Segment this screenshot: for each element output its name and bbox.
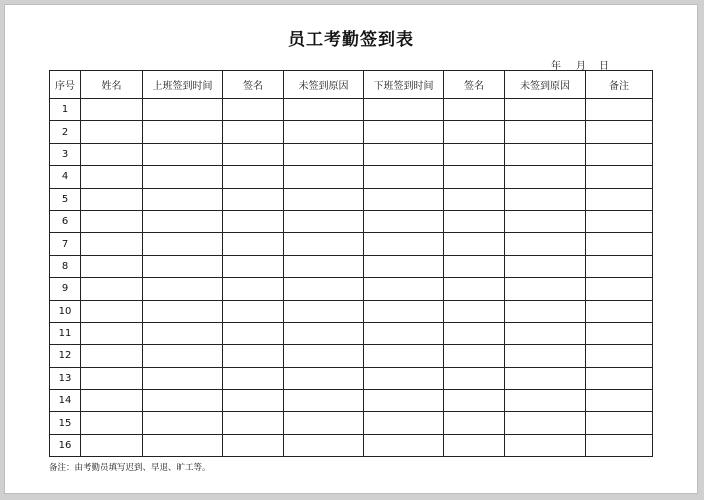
table-cell[interactable]	[143, 121, 223, 143]
table-cell[interactable]	[143, 166, 223, 188]
table-cell[interactable]	[81, 390, 143, 412]
table-cell[interactable]	[223, 188, 284, 210]
table-cell[interactable]	[284, 300, 364, 322]
table-cell[interactable]	[444, 434, 505, 456]
table-cell[interactable]	[81, 210, 143, 232]
table-cell[interactable]	[505, 143, 586, 165]
table-cell[interactable]	[444, 367, 505, 389]
table-cell[interactable]	[284, 434, 364, 456]
table-cell[interactable]	[143, 233, 223, 255]
table-cell[interactable]	[444, 143, 505, 165]
page-title: 员工考勤签到表	[288, 30, 414, 50]
table-cell[interactable]	[81, 121, 143, 143]
col-header-signature: 签名	[444, 71, 505, 99]
table-cell[interactable]	[444, 300, 505, 322]
row-index-cell: 3	[50, 143, 81, 165]
table-cell[interactable]	[81, 255, 143, 277]
row-index-cell: 7	[50, 233, 81, 255]
row-index-cell: 15	[50, 412, 81, 434]
table-cell[interactable]	[505, 255, 586, 277]
table-cell[interactable]	[505, 412, 586, 434]
table-cell[interactable]	[505, 390, 586, 412]
table-cell[interactable]	[223, 210, 284, 232]
table-cell[interactable]	[586, 345, 653, 367]
table-cell[interactable]	[364, 166, 444, 188]
table-cell[interactable]	[143, 300, 223, 322]
table-cell[interactable]	[505, 121, 586, 143]
table-cell[interactable]	[284, 121, 364, 143]
table-cell[interactable]	[505, 166, 586, 188]
table-row	[50, 166, 653, 188]
table-cell[interactable]	[364, 412, 444, 434]
table-cell[interactable]	[81, 322, 143, 344]
table-cell[interactable]	[505, 300, 586, 322]
table-cell[interactable]	[81, 345, 143, 367]
table-cell[interactable]	[505, 322, 586, 344]
table-cell[interactable]	[505, 210, 586, 232]
table-cell[interactable]	[586, 255, 653, 277]
table-cell[interactable]	[284, 412, 364, 434]
table-cell[interactable]	[143, 143, 223, 165]
table-cell[interactable]	[223, 345, 284, 367]
row-index-cell: 13	[50, 367, 81, 389]
table-cell[interactable]	[444, 390, 505, 412]
table-cell[interactable]	[143, 255, 223, 277]
table-cell[interactable]	[586, 412, 653, 434]
table-cell[interactable]	[143, 345, 223, 367]
table-cell[interactable]	[81, 367, 143, 389]
table-cell[interactable]	[81, 278, 143, 300]
table-cell[interactable]	[364, 233, 444, 255]
table-cell[interactable]	[284, 322, 364, 344]
table-cell[interactable]	[223, 412, 284, 434]
table-cell[interactable]	[223, 99, 284, 121]
table-cell[interactable]	[444, 210, 505, 232]
table-cell[interactable]	[586, 121, 653, 143]
table-cell[interactable]	[505, 367, 586, 389]
table-cell[interactable]	[586, 300, 653, 322]
table-cell[interactable]	[586, 143, 653, 165]
table-row	[50, 367, 653, 389]
row-index-cell: 5	[50, 188, 81, 210]
table-cell[interactable]	[81, 143, 143, 165]
table-cell[interactable]	[284, 188, 364, 210]
table-cell[interactable]	[143, 188, 223, 210]
table-cell[interactable]	[364, 300, 444, 322]
col-header-absence-reason: 未签到原因	[284, 71, 364, 99]
table-cell[interactable]	[505, 345, 586, 367]
table-cell[interactable]	[505, 233, 586, 255]
table-cell[interactable]	[364, 143, 444, 165]
table-cell[interactable]	[223, 233, 284, 255]
col-header-remarks: 备注	[586, 71, 653, 99]
table-row	[50, 233, 653, 255]
col-header-signature: 签名	[223, 71, 284, 99]
table-cell[interactable]	[81, 188, 143, 210]
table-cell[interactable]	[586, 233, 653, 255]
table-cell[interactable]	[223, 300, 284, 322]
table-cell[interactable]	[284, 390, 364, 412]
table-cell[interactable]	[586, 322, 653, 344]
date-month-label: 月	[576, 61, 586, 72]
table-cell[interactable]	[444, 166, 505, 188]
table-row	[50, 390, 653, 412]
table-cell[interactable]	[284, 210, 364, 232]
row-index-cell: 10	[50, 300, 81, 322]
table-cell[interactable]	[223, 367, 284, 389]
table-cell[interactable]	[364, 99, 444, 121]
table-cell[interactable]	[505, 278, 586, 300]
row-index-cell: 12	[50, 345, 81, 367]
date-year-label: 年	[551, 61, 561, 72]
table-cell[interactable]	[444, 99, 505, 121]
table-row	[50, 322, 653, 344]
table-row	[50, 412, 653, 434]
table-cell[interactable]	[81, 412, 143, 434]
table-cell[interactable]	[364, 345, 444, 367]
row-index-cell: 16	[50, 434, 81, 456]
table-cell[interactable]	[284, 99, 364, 121]
col-header-index: 序号	[50, 71, 81, 99]
table-cell[interactable]	[444, 322, 505, 344]
table-cell[interactable]	[223, 278, 284, 300]
table-cell[interactable]	[444, 345, 505, 367]
table-row	[50, 345, 653, 367]
table-cell[interactable]	[284, 166, 364, 188]
table-cell[interactable]	[143, 322, 223, 344]
table-cell[interactable]	[143, 390, 223, 412]
date-day-label: 日	[599, 61, 609, 72]
row-index-cell: 11	[50, 322, 81, 344]
table-cell[interactable]	[284, 345, 364, 367]
col-header-checkin-time: 上班签到时间	[143, 71, 223, 99]
table-cell[interactable]	[586, 210, 653, 232]
row-index-cell: 4	[50, 166, 81, 188]
table-cell[interactable]	[284, 255, 364, 277]
table-cell[interactable]	[364, 121, 444, 143]
table-cell[interactable]	[81, 99, 143, 121]
table-cell[interactable]	[143, 434, 223, 456]
table-cell[interactable]	[364, 390, 444, 412]
footnote: 备注：由考勤员填写迟到、早退、旷工等。	[49, 463, 211, 473]
table-cell[interactable]	[444, 412, 505, 434]
table-cell[interactable]	[586, 367, 653, 389]
table-cell[interactable]	[284, 143, 364, 165]
table-cell[interactable]	[143, 210, 223, 232]
table-cell[interactable]	[223, 390, 284, 412]
table-cell[interactable]	[223, 322, 284, 344]
table-row	[50, 278, 653, 300]
table-row	[50, 300, 653, 322]
table-cell[interactable]	[143, 367, 223, 389]
table-row	[50, 188, 653, 210]
table-cell[interactable]	[284, 278, 364, 300]
table-cell[interactable]	[364, 434, 444, 456]
row-index-cell: 2	[50, 121, 81, 143]
table-cell[interactable]	[444, 121, 505, 143]
table-row	[50, 121, 653, 143]
table-cell[interactable]	[364, 367, 444, 389]
table-cell[interactable]	[586, 390, 653, 412]
table-cell[interactable]	[284, 367, 364, 389]
attendance-table	[49, 70, 653, 457]
table-cell[interactable]	[586, 278, 653, 300]
table-cell[interactable]	[284, 233, 364, 255]
table-cell[interactable]	[81, 233, 143, 255]
table-cell[interactable]	[223, 255, 284, 277]
table-row	[50, 210, 653, 232]
table-cell[interactable]	[364, 322, 444, 344]
col-header-checkout-time: 下班签到时间	[364, 71, 444, 99]
table-cell[interactable]	[223, 143, 284, 165]
table-row	[50, 255, 653, 277]
table-cell[interactable]	[444, 255, 505, 277]
table-cell[interactable]	[223, 434, 284, 456]
table-cell[interactable]	[586, 188, 653, 210]
table-cell[interactable]	[81, 434, 143, 456]
col-header-name: 姓名	[81, 71, 143, 99]
table-cell[interactable]	[505, 99, 586, 121]
table-cell[interactable]	[444, 278, 505, 300]
row-index-cell: 9	[50, 278, 81, 300]
table-cell[interactable]	[223, 121, 284, 143]
table-cell[interactable]	[364, 278, 444, 300]
table-cell[interactable]	[143, 99, 223, 121]
row-index-cell: 8	[50, 255, 81, 277]
table-cell[interactable]	[444, 233, 505, 255]
table-cell[interactable]	[586, 434, 653, 456]
table-cell[interactable]	[223, 166, 284, 188]
table-header-row	[50, 71, 653, 99]
table-cell[interactable]	[364, 188, 444, 210]
document-page	[4, 4, 698, 494]
table-cell[interactable]	[444, 188, 505, 210]
table-cell[interactable]	[81, 300, 143, 322]
table-cell[interactable]	[586, 166, 653, 188]
col-header-absence-reason: 未签到原因	[505, 71, 586, 99]
row-index-cell: 1	[50, 99, 81, 121]
table-cell[interactable]	[143, 278, 223, 300]
table-cell[interactable]	[364, 210, 444, 232]
table-row	[50, 99, 653, 121]
table-cell[interactable]	[81, 166, 143, 188]
table-row	[50, 434, 653, 456]
table-cell[interactable]	[505, 434, 586, 456]
row-index-cell: 14	[50, 390, 81, 412]
table-row	[50, 143, 653, 165]
table-cell[interactable]	[143, 412, 223, 434]
row-index-cell: 6	[50, 210, 81, 232]
table-cell[interactable]	[364, 255, 444, 277]
table-cell[interactable]	[586, 99, 653, 121]
table-cell[interactable]	[505, 188, 586, 210]
